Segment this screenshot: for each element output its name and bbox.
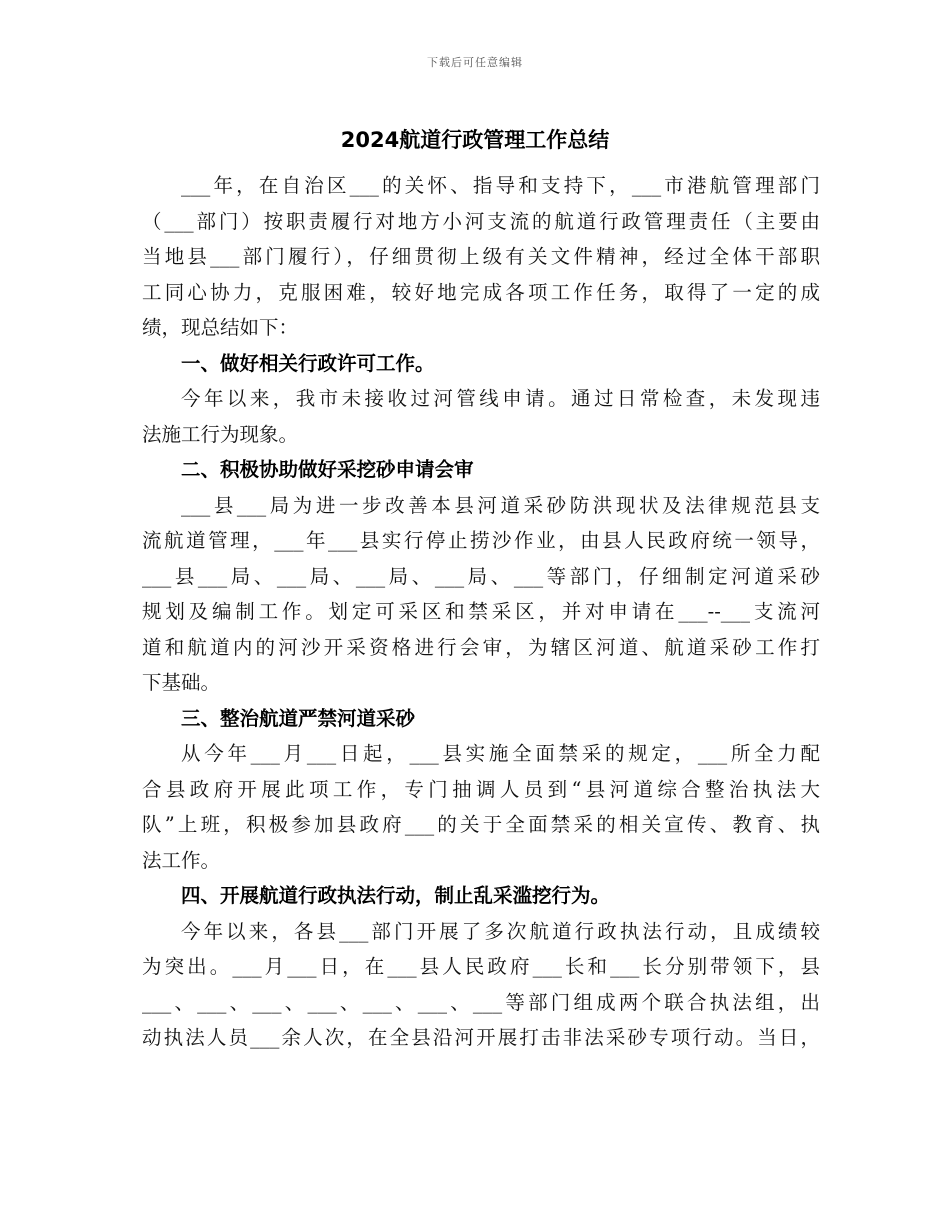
body-line: 队”上班，积极参加县政府___的关于全面禁采的相关宣传、教育、执 [142,813,820,836]
body-line: 今年以来，各县___部门开展了多次航道行政执法行动，且成绩较 [181,919,820,943]
body-line: （___部门）按职责履行对地方小河支流的航道行政管理责任（主要由 [142,209,820,233]
document-body [142,168,820,1056]
body-line: 为突出。___月___日，在___县人民政府___长和___长分别带领下，县 [142,955,820,978]
header-note: 下载后可任意编辑 [427,56,523,69]
section-heading-3: 三、整治航道严禁河道采砂 [181,706,416,730]
body-line: 动执法人员___余人次，在全县沿河开展打击非法采砂专项行动。当日， [142,1026,820,1049]
body-line: 合县政府开展此项工作，专门抽调人员到“县河道综合整治执法大 [142,777,820,801]
body-line: 从今年___月___日起，___县实施全面禁采的规定，___所全力配 [181,742,820,765]
body-line: ___、___、___、___、___、___、___等部门组成两个联合执法组，出 [142,990,820,1014]
section-heading-4: 四、开展航道行政执法行动，制止乱采滥挖行为。 [181,884,611,907]
section-heading-2: 二、积极协助做好采挖砂申请会审 [181,458,474,481]
body-line: ___县___局为进一步改善本县河道采砂防洪现状及法律规范县支 [181,493,820,517]
body-line: 流航道管理，___年___县实行停止捞沙作业，由县人民政府统一领导， [142,529,820,552]
body-line: 下基础。 [142,671,221,694]
body-line: 法工作。 [142,848,221,872]
body-line: 道和航道内的河沙开采资格进行会审，为辖区河道、航道采砂工作打 [142,635,820,659]
document-title: 2024航道行政管理工作总结 [340,128,610,152]
body-line: 当地县___部门履行），仔细贯彻上级有关文件精神，经过全体干部职 [142,245,820,268]
section-heading-1: 一、做好相关行政许可工作。 [181,351,435,375]
body-line: 规划及编制工作。划定可采区和禁采区，并对申请在___--___支流河 [142,600,820,623]
body-line: ___县___局、___局、___局、___局、___等部门，仔细制定河道采砂 [142,564,820,588]
body-line: 今年以来，我市未接收过河管线申请。通过日常检查，未发现违 [181,387,820,410]
body-line: 工同心协力，克服困难，较好地完成各项工作任务，取得了一定的成 [142,280,820,304]
body-line: ___年，在自治区___的关怀、指导和支持下，___市港航管理部门 [181,174,820,197]
body-line: 法施工行为现象。 [142,422,299,446]
body-line: 绩，现总结如下： [142,316,299,339]
